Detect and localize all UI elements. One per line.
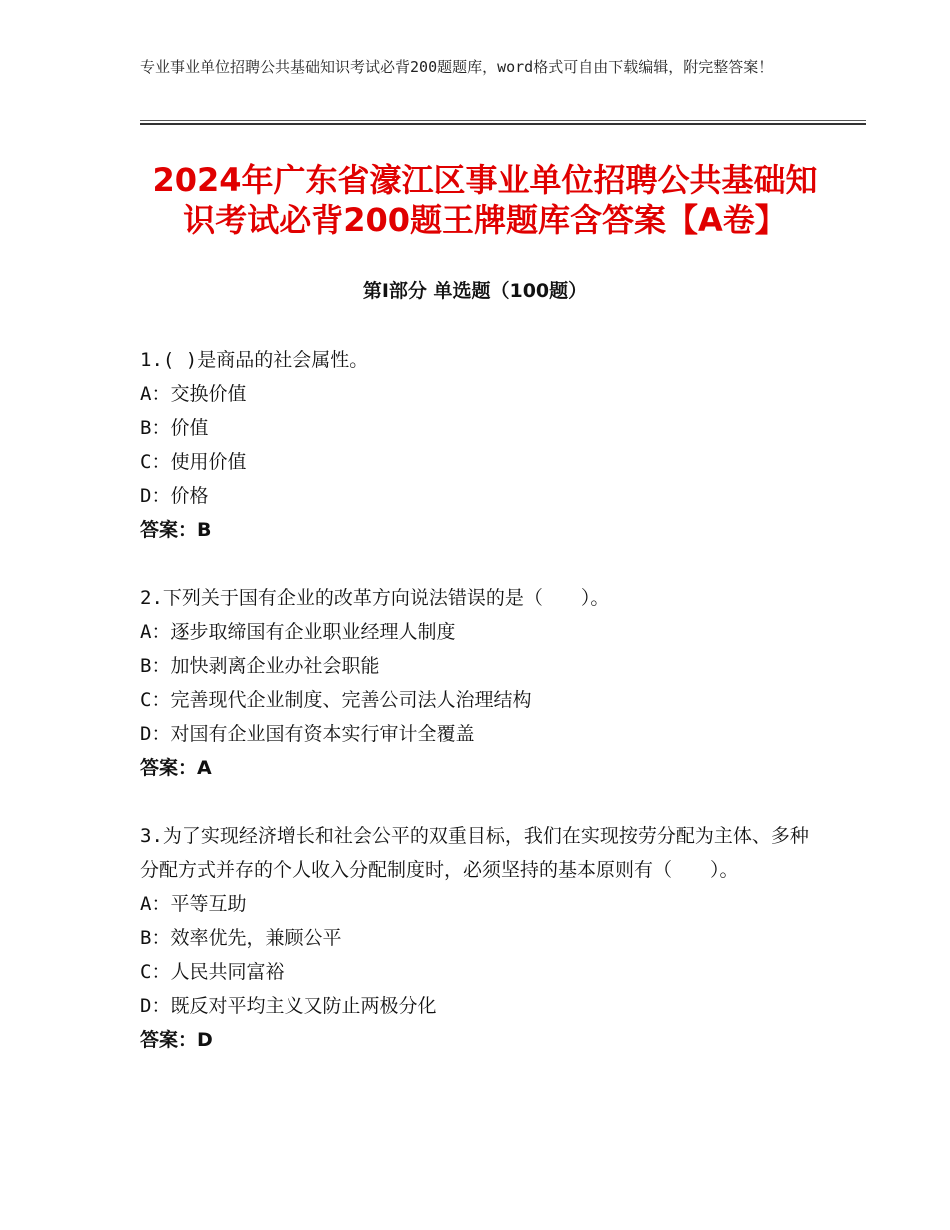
document-title: 2024年广东省濠江区事业单位招聘公共基础知识考试必背200题王牌题库含答案【A卷】 bbox=[152, 161, 818, 239]
question-list bbox=[140, 343, 810, 1091]
question-1 bbox=[140, 343, 810, 547]
section-title: 第Ⅰ部分 单选题（100题） bbox=[362, 280, 588, 302]
option-b: B：价值 bbox=[140, 417, 209, 439]
question-2 bbox=[140, 581, 810, 785]
answer-line: 答案：D bbox=[140, 1029, 213, 1051]
question-stem: 1.( )是商品的社会属性。 bbox=[140, 349, 369, 371]
option-c: C：人民共同富裕 bbox=[140, 961, 285, 983]
question-stem: 2.下列关于国有企业的改革方向说法错误的是（ ）。 bbox=[140, 587, 610, 609]
option-d: D：价格 bbox=[140, 485, 209, 507]
option-a: A：逐步取缔国有企业职业经理人制度 bbox=[140, 621, 456, 643]
header-note: 专业事业单位招聘公共基础知识考试必背200题题库，word格式可自由下载编辑，附完整答案！ bbox=[140, 58, 774, 76]
answer-line: 答案：A bbox=[140, 757, 212, 779]
option-b: B：加快剥离企业办社会职能 bbox=[140, 655, 380, 677]
option-b: B：效率优先，兼顾公平 bbox=[140, 927, 342, 949]
option-d: D：对国有企业国有资本实行审计全覆盖 bbox=[140, 723, 475, 745]
option-d: D：既反对平均主义又防止两极分化 bbox=[140, 995, 437, 1017]
header-divider bbox=[140, 120, 866, 125]
option-c: C：完善现代企业制度、完善公司法人治理结构 bbox=[140, 689, 532, 711]
question-3 bbox=[140, 819, 810, 1057]
option-a: A：平等互助 bbox=[140, 893, 247, 915]
divider-thin-line bbox=[140, 120, 866, 121]
option-c: C：使用价值 bbox=[140, 451, 247, 473]
option-a: A：交换价值 bbox=[140, 383, 247, 405]
divider-thick-line bbox=[140, 123, 866, 125]
question-stem: 3.为了实现经济增长和社会公平的双重目标，我们在实现按劳分配为主体、多种分配方式并存的个人收入分配制度时，必须坚持的基本原则有（ ）。 bbox=[140, 825, 809, 881]
answer-line: 答案：B bbox=[140, 519, 212, 541]
